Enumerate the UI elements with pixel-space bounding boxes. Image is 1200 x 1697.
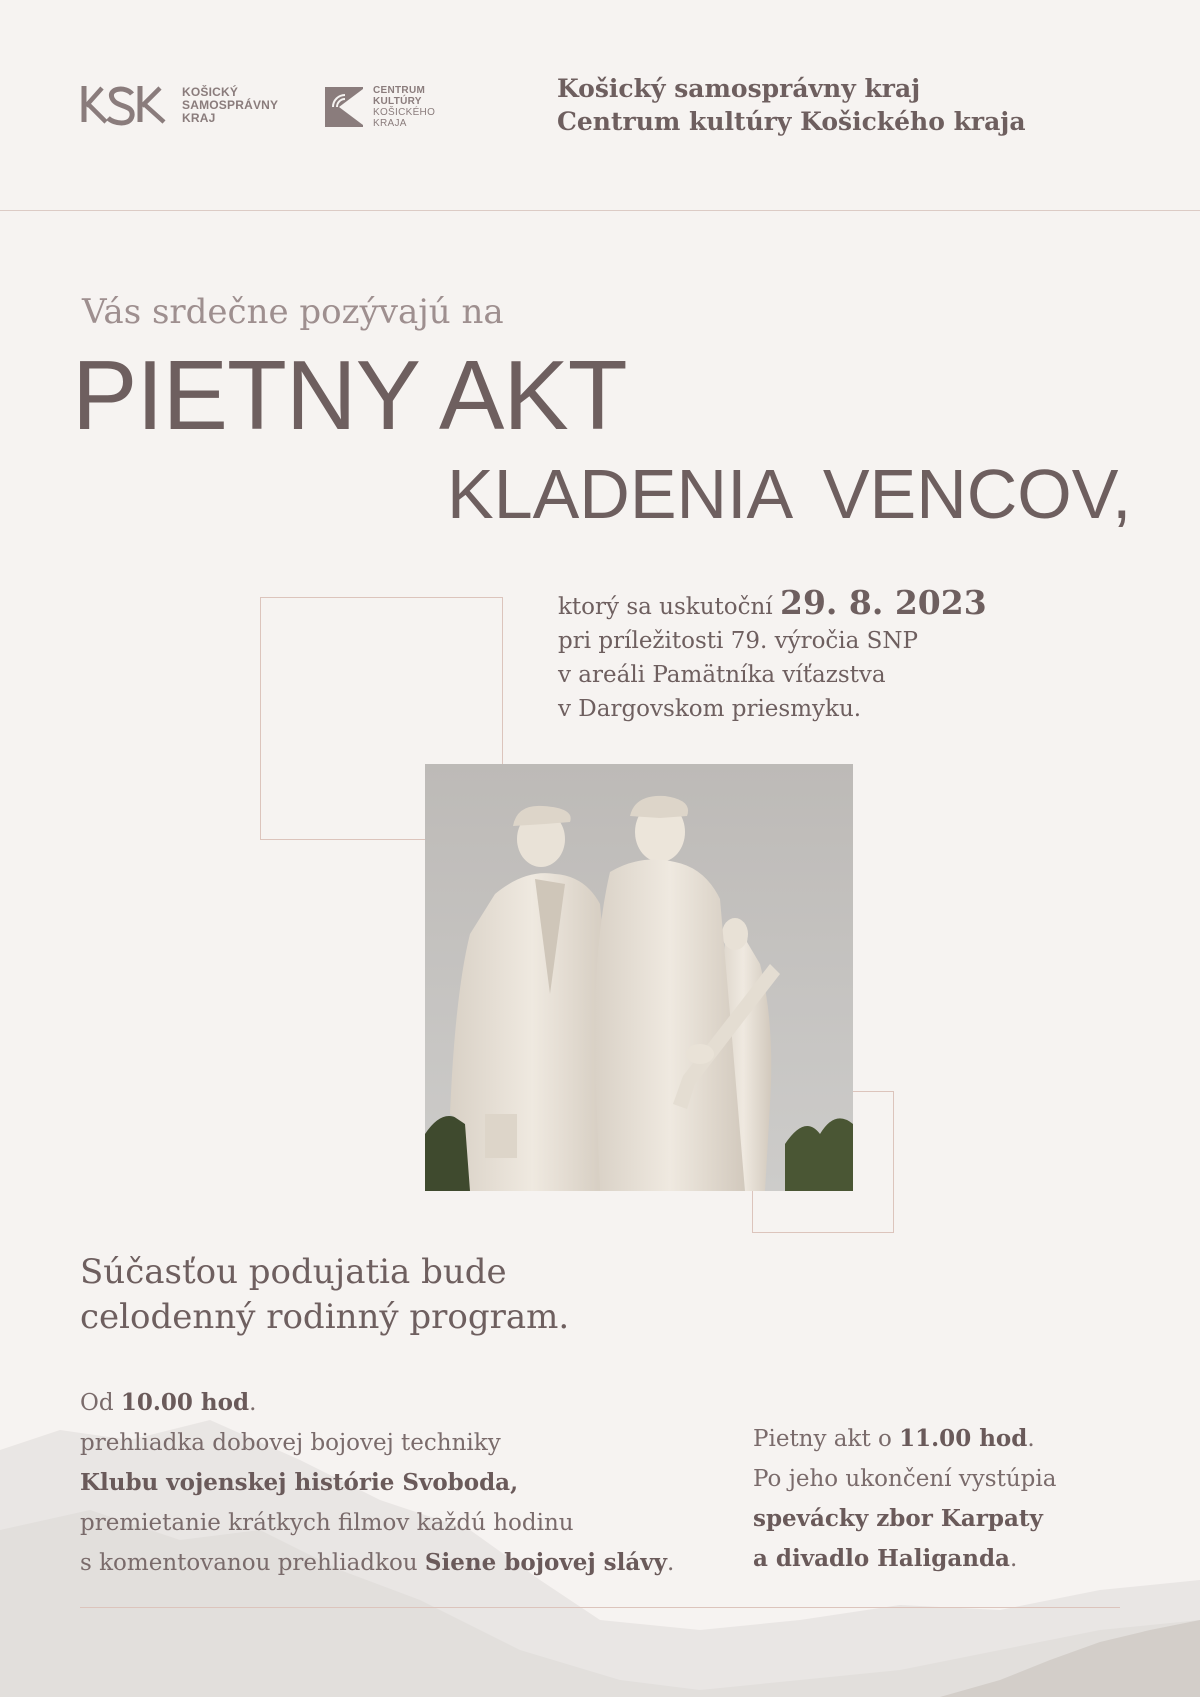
- ck-logo-line: CENTRUM: [373, 85, 426, 96]
- ksk-logo: [80, 80, 280, 130]
- tour-prefix: s komentovanou prehliadkou: [80, 1550, 418, 1576]
- tour-suffix: .: [667, 1550, 675, 1576]
- title-main: PIETNY AKT: [72, 340, 627, 450]
- choir-name: spevácky zbor Karpaty: [753, 1505, 1043, 1532]
- program-line: Po jeho ukončení vystúpia: [753, 1466, 1057, 1492]
- event-details: [558, 583, 987, 726]
- program-subtitle: [80, 1250, 569, 1340]
- venue-line: v areáli Pamätníka víťazstva: [558, 662, 886, 688]
- start-time: 10.00 hod: [120, 1389, 250, 1416]
- location-line: v Dargovskom priesmyku.: [558, 696, 862, 722]
- start-prefix: Od: [80, 1390, 114, 1416]
- event-date-line: [558, 583, 987, 624]
- ksk-logo-line: KRAJ: [182, 110, 216, 125]
- ksk-logo-text: [182, 86, 278, 125]
- ck-logo-line: KOŠICKÉHO: [373, 107, 436, 118]
- act-suffix: .: [1027, 1426, 1035, 1452]
- subtitle-line: celodenný rodinný program.: [80, 1297, 570, 1337]
- organizers: [557, 72, 1026, 138]
- event-date: 29. 8. 2023: [779, 583, 987, 622]
- ck-logo-text: [373, 85, 435, 129]
- theatre-name: a divadlo Haliganda: [753, 1545, 1010, 1572]
- act-time-line: [753, 1419, 1056, 1459]
- ck-logo-mark-icon: [323, 85, 365, 129]
- header-divider: [0, 210, 1200, 211]
- organizer-ck: Centrum kultúry Košického kraja: [557, 107, 1026, 136]
- program-right-column: [753, 1419, 1056, 1579]
- ksk-logo-line: KOŠICKÝ: [182, 84, 239, 99]
- title-sub: KLADENIA VENCOV,: [447, 455, 1132, 533]
- start-suffix: .: [249, 1390, 257, 1416]
- ksk-logo-line: SAMOSPRÁVNY: [182, 97, 279, 112]
- program-start-line: [80, 1383, 674, 1423]
- monument-statue-photo: [425, 764, 853, 1191]
- subtitle-line: Súčasťou podujatia bude: [80, 1252, 507, 1292]
- hall-name: Siene bojovej slávy: [424, 1549, 667, 1576]
- program-line: prehliadka dobovej bojovej techniky: [80, 1430, 501, 1456]
- act-prefix: Pietny akt o: [753, 1426, 892, 1452]
- ck-logo-line: KULTÚRY: [373, 96, 422, 107]
- ksk-logo-mark-icon: [80, 80, 172, 130]
- occasion-line: pri príležitosti 79. výročia SNP: [558, 628, 919, 654]
- invite-text: Vás srdečne pozývajú na: [82, 292, 504, 332]
- act-time: 11.00 hod: [899, 1425, 1028, 1452]
- program-left-column: [80, 1383, 674, 1583]
- program-line: premietanie krátkych filmov každú hodinu: [80, 1510, 574, 1536]
- ck-logo: [323, 82, 453, 132]
- program-line: [80, 1543, 674, 1583]
- ck-logo-line: KRAJA: [373, 118, 407, 129]
- club-name: Klubu vojenskej histórie Svoboda,: [80, 1469, 519, 1496]
- theatre-suffix: .: [1009, 1546, 1018, 1572]
- footer-divider: [80, 1607, 1120, 1608]
- date-prefix: ktorý sa uskutoční: [558, 594, 773, 620]
- organizer-ksk: Košický samosprávny kraj: [557, 74, 921, 103]
